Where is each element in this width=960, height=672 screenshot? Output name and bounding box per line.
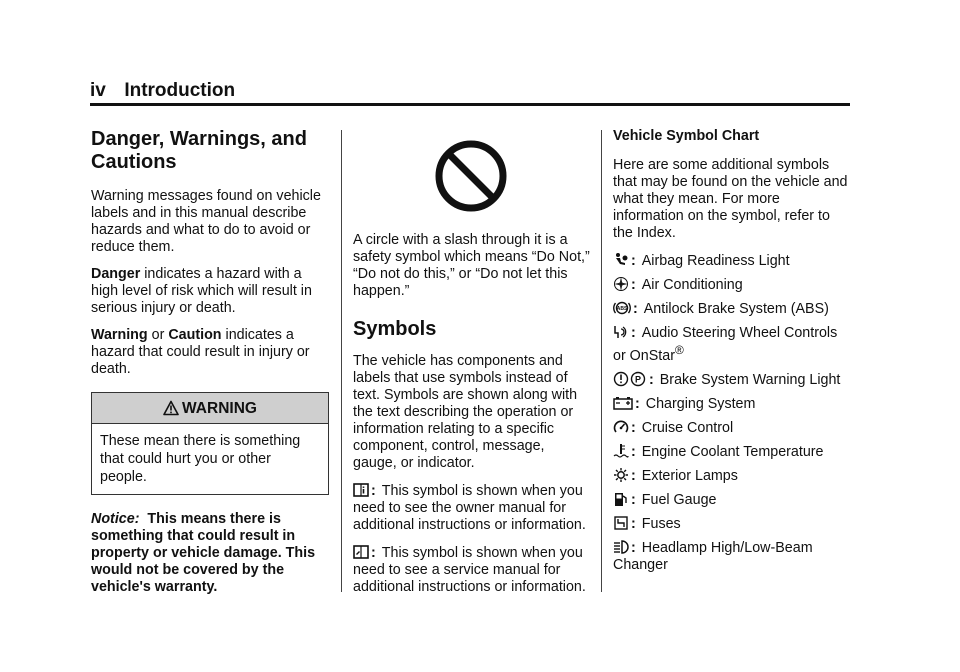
symbol-chart-intro: Here are some additional symbols that may be found on the vehicle and what they mean. For more information on the symbol, refer to the Index. xyxy=(613,157,848,241)
warning-box-body: These mean there is something that could hurt you or other people. xyxy=(100,433,301,485)
symbol-entry xyxy=(613,300,853,318)
or-text: or xyxy=(147,327,169,343)
abs-icon xyxy=(613,300,631,316)
steering-audio-icon xyxy=(613,324,629,340)
danger-text: indicates a hazard with a high level of risk which will result in serious injury or death. xyxy=(91,266,312,316)
colon: : xyxy=(631,325,636,341)
symbol-chart-title: Vehicle Symbol Chart xyxy=(613,128,760,144)
colon: : xyxy=(635,395,640,412)
no-symbol-icon xyxy=(433,138,509,214)
section-title: Introduction xyxy=(124,80,236,101)
symbol-entry xyxy=(613,419,853,437)
exterior-lamp-icon xyxy=(613,467,629,483)
symbol-entry xyxy=(613,539,853,574)
symbol-label: Airbag Readiness Light xyxy=(641,253,790,269)
cruise-control-icon xyxy=(613,419,629,435)
colon: : xyxy=(649,371,654,388)
owner-manual-note xyxy=(353,482,591,534)
symbol-entry xyxy=(613,491,853,509)
caution-term: Caution xyxy=(168,327,222,343)
symbol-label: Cruise Control xyxy=(641,419,734,436)
svg-text:ABS: ABS xyxy=(616,306,628,312)
column-divider xyxy=(601,130,602,592)
fuse-icon xyxy=(613,515,629,531)
service-manual-note xyxy=(353,544,591,596)
symbol-entry xyxy=(613,276,853,294)
warning-term: Warning xyxy=(91,327,148,343)
warning-box-title: WARNING xyxy=(182,400,257,417)
service-manual-icon xyxy=(353,544,369,560)
symbol-label: Exterior Lamps xyxy=(641,467,738,484)
colon: : xyxy=(631,277,636,293)
owner-manual-text: This symbol is shown when you need to see the owner manual for additional instructions or information. xyxy=(353,483,586,533)
notice-paragraph xyxy=(91,511,329,596)
owner-manual-icon xyxy=(353,482,369,498)
symbol-label: Antilock Brake System (ABS) xyxy=(643,301,829,317)
symbols-description: The vehicle has components and labels that use symbols instead of text. Symbols are shown along with the text describing the operation or information relating to a specific component, control, message, gauge, or indicator. xyxy=(353,353,578,471)
colon: : xyxy=(631,491,636,508)
colon: : xyxy=(371,545,376,561)
symbol-label: Fuses xyxy=(641,515,681,532)
colon: : xyxy=(371,483,376,499)
svg-text:P: P xyxy=(634,374,642,385)
registered-mark: ® xyxy=(674,343,684,357)
fan-icon xyxy=(613,276,629,292)
colon: : xyxy=(631,539,636,556)
symbol-label: Charging System xyxy=(645,395,756,412)
warning-caution-paragraph xyxy=(91,327,329,378)
notice-text: This means there is something that could result in property or vehicle damage. This would not be covered by the vehicle's warranty. xyxy=(91,511,316,595)
symbol-label: Headlamp High/Low-Beam Changer xyxy=(613,539,813,573)
symbol-entry xyxy=(613,515,853,533)
symbol-entry xyxy=(613,467,853,485)
circle-slash-caption: A circle with a slash through it is a safety symbol which means “Do Not,” “Do not do this,” or “Do not let this happen.” xyxy=(353,232,590,299)
airbag-icon xyxy=(613,252,629,268)
notice-label: Notice: xyxy=(91,511,140,527)
column-right xyxy=(613,128,853,580)
symbol-entry xyxy=(613,324,853,365)
symbol-entry xyxy=(613,252,853,270)
warning-box-header xyxy=(92,393,328,424)
colon: : xyxy=(631,253,636,269)
symbol-label: Fuel Gauge xyxy=(641,491,717,508)
headlamp-icon xyxy=(613,539,629,555)
warning-triangle-icon xyxy=(163,400,179,416)
symbol-entry xyxy=(613,443,853,461)
coolant-temp-icon xyxy=(613,443,629,459)
warning-box xyxy=(91,392,329,495)
symbol-entry xyxy=(613,371,853,389)
danger-warnings-heading: Danger, Warnings, and Cautions xyxy=(91,128,307,173)
colon: : xyxy=(631,443,636,460)
caution-text: indicates a hazard that could result in injury or death. xyxy=(91,327,310,377)
symbols-heading: Symbols xyxy=(353,318,437,340)
colon: : xyxy=(631,515,636,532)
danger-term: Danger xyxy=(91,266,141,282)
colon: : xyxy=(633,301,638,317)
column-middle xyxy=(353,128,591,606)
brake-warning-icon xyxy=(613,371,647,387)
fuel-pump-icon xyxy=(613,491,629,507)
column-left xyxy=(91,128,329,606)
symbol-label: Brake System Warning Light xyxy=(659,371,841,388)
battery-icon xyxy=(613,395,633,411)
colon: : xyxy=(631,467,636,484)
colon: : xyxy=(631,419,636,436)
danger-paragraph xyxy=(91,266,329,317)
symbol-label: Audio Steering Wheel Controls or OnStar xyxy=(613,325,838,364)
page-header xyxy=(90,80,850,102)
symbol-entry xyxy=(613,395,853,413)
column-divider xyxy=(341,130,342,592)
header-rule xyxy=(90,103,850,106)
service-manual-text: This symbol is shown when you need to see a service manual for additional instructions or information. xyxy=(353,545,586,595)
symbol-label: Air Conditioning xyxy=(641,277,743,293)
symbol-label: Engine Coolant Temperature xyxy=(641,443,824,460)
page-number: iv xyxy=(90,80,106,101)
warning-intro: Warning messages found on vehicle labels and in this manual describe hazards and what to do to avoid or reduce them. xyxy=(91,188,321,255)
